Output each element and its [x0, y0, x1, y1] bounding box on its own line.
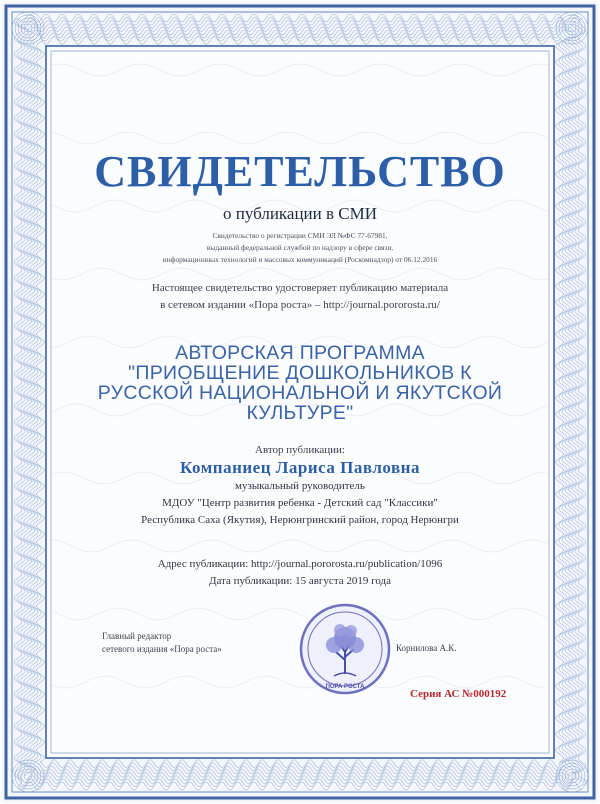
intro-text: [40, 280, 560, 314]
certificate-subtitle: о публикации в СМИ: [222, 204, 378, 223]
intro-line: Настоящее свидетельство удостоверяет публикацию материала: [151, 282, 449, 294]
registration-line: информационных технологий и массовых коммуникаций (Роскомнадзор) от 06.12.2016: [162, 255, 438, 264]
author-name: Компаниец Лариса Павловна: [180, 458, 420, 477]
publication-title-line: КУЛЬТУРЕ": [246, 402, 354, 424]
publisher-seal: [296, 600, 394, 698]
series-number: Серия АС №000192: [410, 688, 507, 700]
editor-title-line: сетевого издания «Пора роста»: [102, 644, 222, 654]
publication-date: Дата публикации: 15 августа 2019 года: [208, 575, 392, 587]
author-organization: МДОУ "Центр развития ребенка - Детский сад "Классики": [162, 497, 438, 509]
registration-line: Свидетельство о регистрации СМИ ЭЛ №ФС 77-67981,: [212, 231, 388, 240]
registration-line: выданный федеральной службой по надзору в сфере связи,: [206, 243, 394, 252]
publication-title: [40, 343, 560, 423]
editor-title: [102, 630, 282, 656]
publication-title-line: АВТОРСКАЯ ПРОГРАММА: [175, 342, 425, 364]
author-details: [40, 478, 560, 529]
author-location: Республика Саха (Якутия), Нерюнгринский район, город Нерюнгри: [141, 514, 459, 526]
intro-line: в сетевом издании «Пора роста» – http://journal.pororosta.ru/: [160, 299, 440, 311]
author-label: Автор публикации:: [255, 444, 345, 456]
certificate-title: СВИДЕТЕЛЬСТВО: [94, 147, 506, 196]
publication-info: [40, 556, 560, 590]
seal-text: ПОРА РОСТА: [325, 684, 365, 690]
publication-address: Адрес публикации: http://journal.pororosta.ru/publication/1096: [157, 558, 443, 570]
publication-title-line: "ПРИОБЩЕНИЕ ДОШКОЛЬНИКОВ К: [128, 362, 472, 384]
editor-name: Корнилова А.К.: [396, 643, 457, 653]
author-position: музыкальный руководитель: [235, 480, 365, 492]
editor-title-line: Главный редактор: [102, 631, 172, 641]
publication-title-line: РУССКОЙ НАЦИОНАЛЬНОЙ И ЯКУТСКОЙ: [97, 382, 503, 404]
registration-info: [40, 230, 560, 266]
